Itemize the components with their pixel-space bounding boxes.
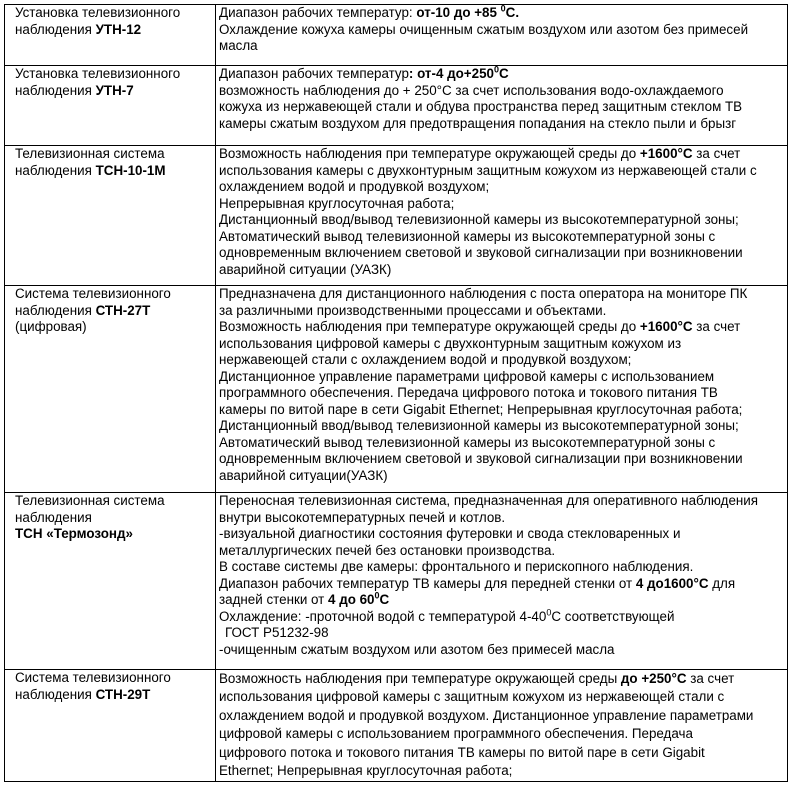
text-line <box>15 163 211 180</box>
text-line: использования цифровой камеры с защитным кожухом из нержавеющей стали с <box>219 689 725 705</box>
text-line: металлургических печей без остановки производства. <box>219 542 556 558</box>
text-line: камеры по витой паре в сети Gigabit Ethernet; Непрерывная круглосуточная работа; <box>219 401 743 417</box>
equipment-spec-table <box>4 4 788 782</box>
equipment-description-cell <box>216 670 788 782</box>
model-code: УТН-12 <box>95 21 142 37</box>
text-line <box>15 687 211 704</box>
text-line <box>15 66 211 83</box>
text-line <box>219 670 785 688</box>
text-run: (цифровая) <box>15 319 87 334</box>
text-run: за счет <box>692 319 741 334</box>
equipment-name-cell <box>5 286 216 493</box>
text-line <box>219 319 785 336</box>
equipment-description-cell <box>216 146 788 286</box>
text-line: Дистанционное управление параметрами цифровой камеры с использованием <box>219 368 715 384</box>
text-line <box>15 510 211 527</box>
text-line <box>15 22 211 39</box>
text-line: Автоматический вывод телевизионной камеры из высокотемпературной зоны с <box>219 434 716 450</box>
text-line <box>15 319 211 336</box>
text-run: С. <box>505 5 520 20</box>
text-run: : от-4 до+250 <box>408 66 494 81</box>
text-run: наблюдения <box>15 686 96 702</box>
text-run: наблюдения <box>15 302 96 318</box>
table-row <box>5 493 788 670</box>
degree-superscript: 0 <box>500 3 506 14</box>
text-line: Дистанционный ввод/вывод телевизионной камеры из высокотемпературной зоны; <box>219 418 739 433</box>
text-run: Диапазон рабочих температур ТВ камеры для передней стенки от <box>219 575 636 591</box>
text-run: до +250°С <box>620 671 687 686</box>
text-run: Диапазон рабочих температур <box>219 66 409 81</box>
text-line <box>15 493 211 510</box>
model-code: СТН-27Т <box>95 302 151 318</box>
equipment-name-cell <box>5 146 216 286</box>
text-line <box>15 526 211 543</box>
degree-superscript: 0 <box>493 64 499 75</box>
text-line: Ethernet; Непрерывная круглосуточная работа; <box>219 763 513 779</box>
equipment-name-cell <box>5 66 216 146</box>
text-line: охлаждением водой и продувкой воздухом; <box>219 179 490 194</box>
table-row <box>5 670 788 782</box>
equipment-description-cell <box>216 493 788 670</box>
degree-superscript: 0 <box>546 607 552 618</box>
text-line: Предназначена для дистанционного наблюдения с поста оператора на мониторе ПК <box>219 286 748 301</box>
text-run: за счет <box>686 671 735 686</box>
text-line: программного обеспечения. Передача цифрового потока и токового питания ТВ <box>219 385 718 400</box>
text-run: Установка телевизионного <box>15 66 181 81</box>
equipment-description-cell <box>216 66 788 146</box>
text-run: для <box>708 575 736 591</box>
text-run: задней стенки от <box>219 592 329 607</box>
text-run: от-10 до +85 <box>416 5 501 20</box>
text-line: внутри высокотемпературных печей и котлов. <box>219 509 506 525</box>
degree-superscript: 0 <box>374 590 380 601</box>
text-line: Непрерывная круглосуточная работа; <box>219 195 455 211</box>
model-code: ТСН «Термозонд» <box>15 526 133 541</box>
text-run: 4 до1600°С <box>635 575 709 591</box>
equipment-description-cell <box>216 5 788 66</box>
table-row <box>5 146 788 286</box>
text-line: аварийной ситуации (УАЗК) <box>219 261 392 277</box>
text-line: цифровой камеры с использованием программного обеспечения. Передача <box>219 726 693 742</box>
text-line <box>15 5 211 22</box>
text-line <box>219 146 785 163</box>
text-run: Телевизионная система <box>15 493 165 508</box>
text-line: цифрового потока и токового питания ТВ камеры по витой паре в сети Gigabit <box>219 744 705 760</box>
text-line: использования камеры с двухконтурным защитным кожухом из нержавеющей стали с <box>219 162 757 178</box>
model-code: ТСН-10-1М <box>95 162 166 178</box>
text-line: -очищенным сжатым воздухом или азотом без примесей масла <box>219 641 615 657</box>
text-run: наблюдения <box>15 162 96 178</box>
text-run: С <box>379 592 390 607</box>
model-code: УТН-7 <box>95 82 134 98</box>
text-run: за счет <box>692 146 741 161</box>
text-line: камеры сжатым воздухом для предотвращения попадания на стекло пыли и брызг <box>219 115 737 131</box>
text-line <box>15 146 211 163</box>
text-line: за различными производственными процессами и объектами. <box>219 302 607 318</box>
text-line <box>15 303 211 320</box>
text-run: 4 до 60 <box>328 592 375 607</box>
text-run: Телевизионная система <box>15 146 165 161</box>
text-run: Возможность наблюдения при температуре окружающей среды до <box>219 319 640 334</box>
text-line <box>219 66 785 83</box>
text-line: охлаждением водой и продувкой воздухом. Дистанционное управление параметрами <box>219 707 754 723</box>
text-run: С соответствующей <box>551 608 675 624</box>
text-line <box>219 5 785 22</box>
table-row <box>5 5 788 66</box>
table-row <box>5 66 788 146</box>
text-line <box>15 670 211 687</box>
text-run: наблюдения <box>15 509 92 525</box>
text-line: Дистанционный ввод/вывод телевизионной камеры из высокотемпературной зоны; <box>219 212 739 227</box>
equipment-name-cell <box>5 493 216 670</box>
text-line: В составе системы две камеры: фронтального и перископного наблюдения. <box>219 559 694 574</box>
text-line <box>219 576 785 593</box>
text-line <box>15 83 211 100</box>
text-line <box>15 286 211 303</box>
text-line: ГОСТ Р51232-98 <box>225 625 329 640</box>
text-run: Система телевизионного <box>15 286 171 301</box>
equipment-name-cell <box>5 5 216 66</box>
text-line: Автоматический вывод телевизионной камеры из высокотемпературной зоны с <box>219 228 716 244</box>
text-line <box>219 592 785 609</box>
text-line: одновременным включением световой и звуковой сигнализации при возникновении <box>219 451 743 466</box>
text-run: наблюдения <box>15 21 96 37</box>
text-line: -визуальной диагностики состояния футеровки и свода стекловаренных и <box>219 526 681 541</box>
text-run: наблюдения <box>15 82 96 98</box>
text-line: использования цифровой камеры с двухконтурным защитным кожухом из <box>219 335 682 351</box>
text-run: +1600°С <box>639 146 693 161</box>
text-line: возможность наблюдения до + 250°С за счет использования водо-охлаждаемого <box>219 82 724 98</box>
equipment-description-cell <box>216 286 788 493</box>
text-run: +1600°С <box>639 319 693 334</box>
text-line: Охлаждение кожуха камеры очищенным сжатым воздухом или азотом без примесей <box>219 21 749 37</box>
text-line: масла <box>219 38 258 53</box>
text-line <box>219 609 785 626</box>
text-line: кожуха из нержавеющей стали и обдува пространства перед защитным стеклом ТВ <box>219 99 743 114</box>
table-row <box>5 286 788 493</box>
text-line: Переносная телевизионная система, предназначенная для оперативного наблюдения <box>219 493 759 508</box>
text-run: С <box>498 66 509 81</box>
text-run: Диапазон рабочих температур: <box>219 5 417 20</box>
text-run: Возможность наблюдения при температуре окружающей среды до <box>219 146 640 161</box>
text-run: Система телевизионного <box>15 670 171 685</box>
text-run: Возможность наблюдения при температуре окружающей среды <box>219 671 621 686</box>
text-run: Установка телевизионного <box>15 5 181 20</box>
text-line: одновременным включением световой и звуковой сигнализации при возникновении <box>219 245 743 260</box>
text-line: нержавеющей стали с охлаждением водой и продувкой воздухом; <box>219 352 632 367</box>
text-run: Охлаждение: -проточной водой с температурой 4-40 <box>219 608 547 624</box>
text-line: аварийной ситуации(УАЗК) <box>219 467 388 483</box>
equipment-name-cell <box>5 670 216 782</box>
model-code: СТН-29Т <box>95 686 151 702</box>
